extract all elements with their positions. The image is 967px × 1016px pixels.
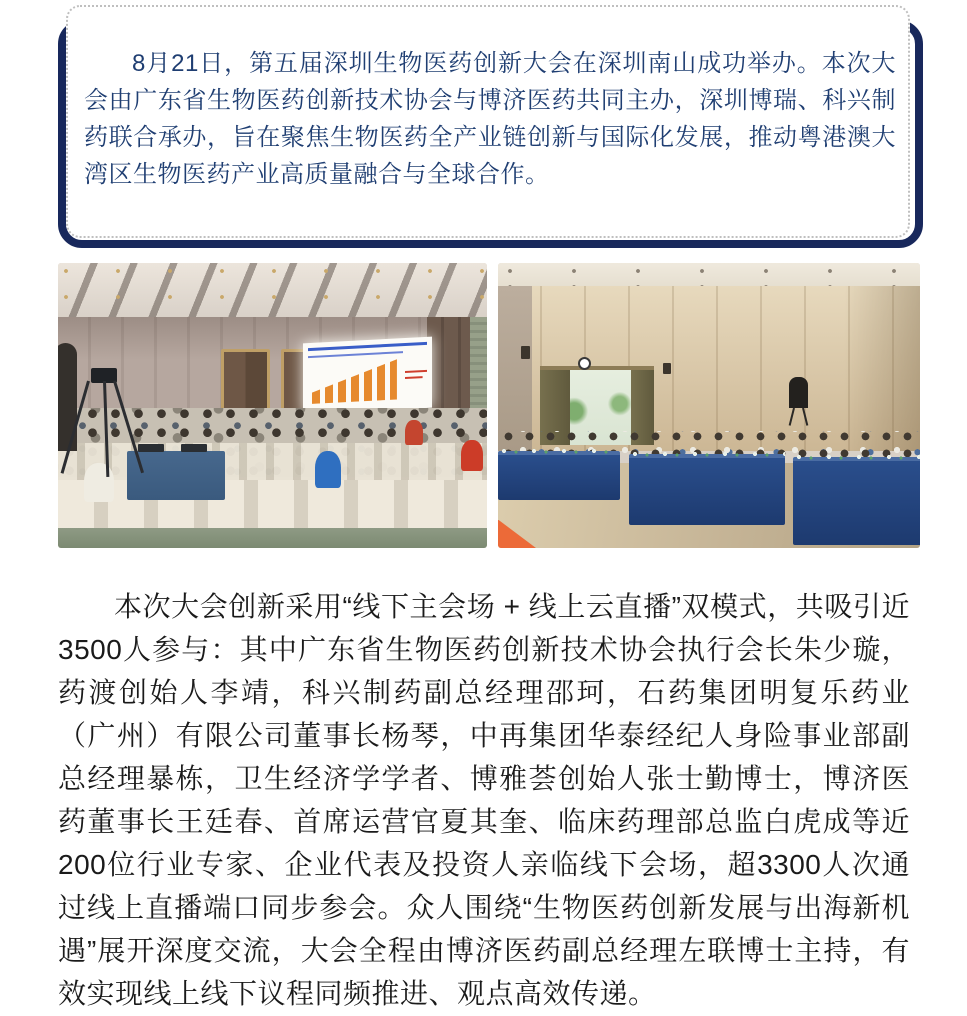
photo-left-projection-screen — [303, 337, 432, 415]
camera-tripod — [75, 368, 145, 483]
wall-speaker — [663, 363, 671, 374]
water-bottles — [498, 448, 620, 455]
body-paragraph: 本次大会创新采用“线下主会场 + 线上云直播”双模式，共吸引近3500人参与：其中广东省生物医药创新技术协会执行会长朱少璇，药渡创始人李靖，科兴制药副总经理邵珂，石药集团明复乐药业（广州）有限公司董事长杨琴，中再集团华泰经纪人身险事业部副总经理暴栋，卫生经济学学者、博雅荟创始人张士勤博士，博济医药董事长王廷春、首席运营官夏其奎、临床药理部总监白虎成等近200位行业专家、企业代表及投资人亲临线下会场，超3300人次通过线上直播端口同步参会。众人围绕“生物医药创新发展与出海新机遇”展开深度交流，大会全程由博济医药副总经理左联博士主持，有效实现线上线下议程同频推进、观点高效传递。 — [58, 591, 910, 1009]
conference-photo-left — [58, 263, 487, 548]
intro-paragraph: 8月21日，第五届深圳生物医药创新大会在深圳南山成功举办。本次大会由广东省生物医药创新技术协会与博济医药共同主办，深圳博瑞、科兴制药联合承办，旨在聚焦生物医药全产业链创新与国际化发展，推动粤港澳大湾区生物医药产业高质量融合与全球合作。 — [84, 50, 896, 188]
navy-tablecloth-table — [629, 454, 785, 525]
wall-speaker — [521, 346, 530, 359]
cameraman-silhouette — [789, 377, 808, 408]
photo-left-carpet-floor — [58, 528, 487, 548]
conference-photo-right — [498, 263, 920, 548]
slide-red-annotation — [404, 370, 426, 383]
intro-highlight-box — [58, 5, 923, 248]
laptop — [181, 444, 207, 452]
attendee-red-shirt — [405, 420, 422, 446]
tripod-leg — [113, 381, 144, 474]
photo-right-left-wall — [498, 286, 532, 451]
slide-orange-bar-chart — [312, 358, 397, 404]
tripod-leg — [103, 381, 109, 477]
water-bottles — [793, 454, 920, 461]
slide-title-lines — [308, 342, 426, 361]
water-bottles — [629, 451, 785, 458]
navy-tablecloth-table — [498, 451, 620, 499]
photo-left-ceiling — [58, 263, 487, 320]
article-page — [0, 5, 967, 1016]
photo-row — [58, 263, 920, 548]
intro-box-card — [66, 5, 910, 238]
attendee-red-shirt — [461, 440, 482, 471]
navy-tablecloth-table — [793, 457, 920, 545]
attendee-blue-shirt — [315, 451, 341, 488]
photo-right-ceiling — [498, 263, 920, 286]
